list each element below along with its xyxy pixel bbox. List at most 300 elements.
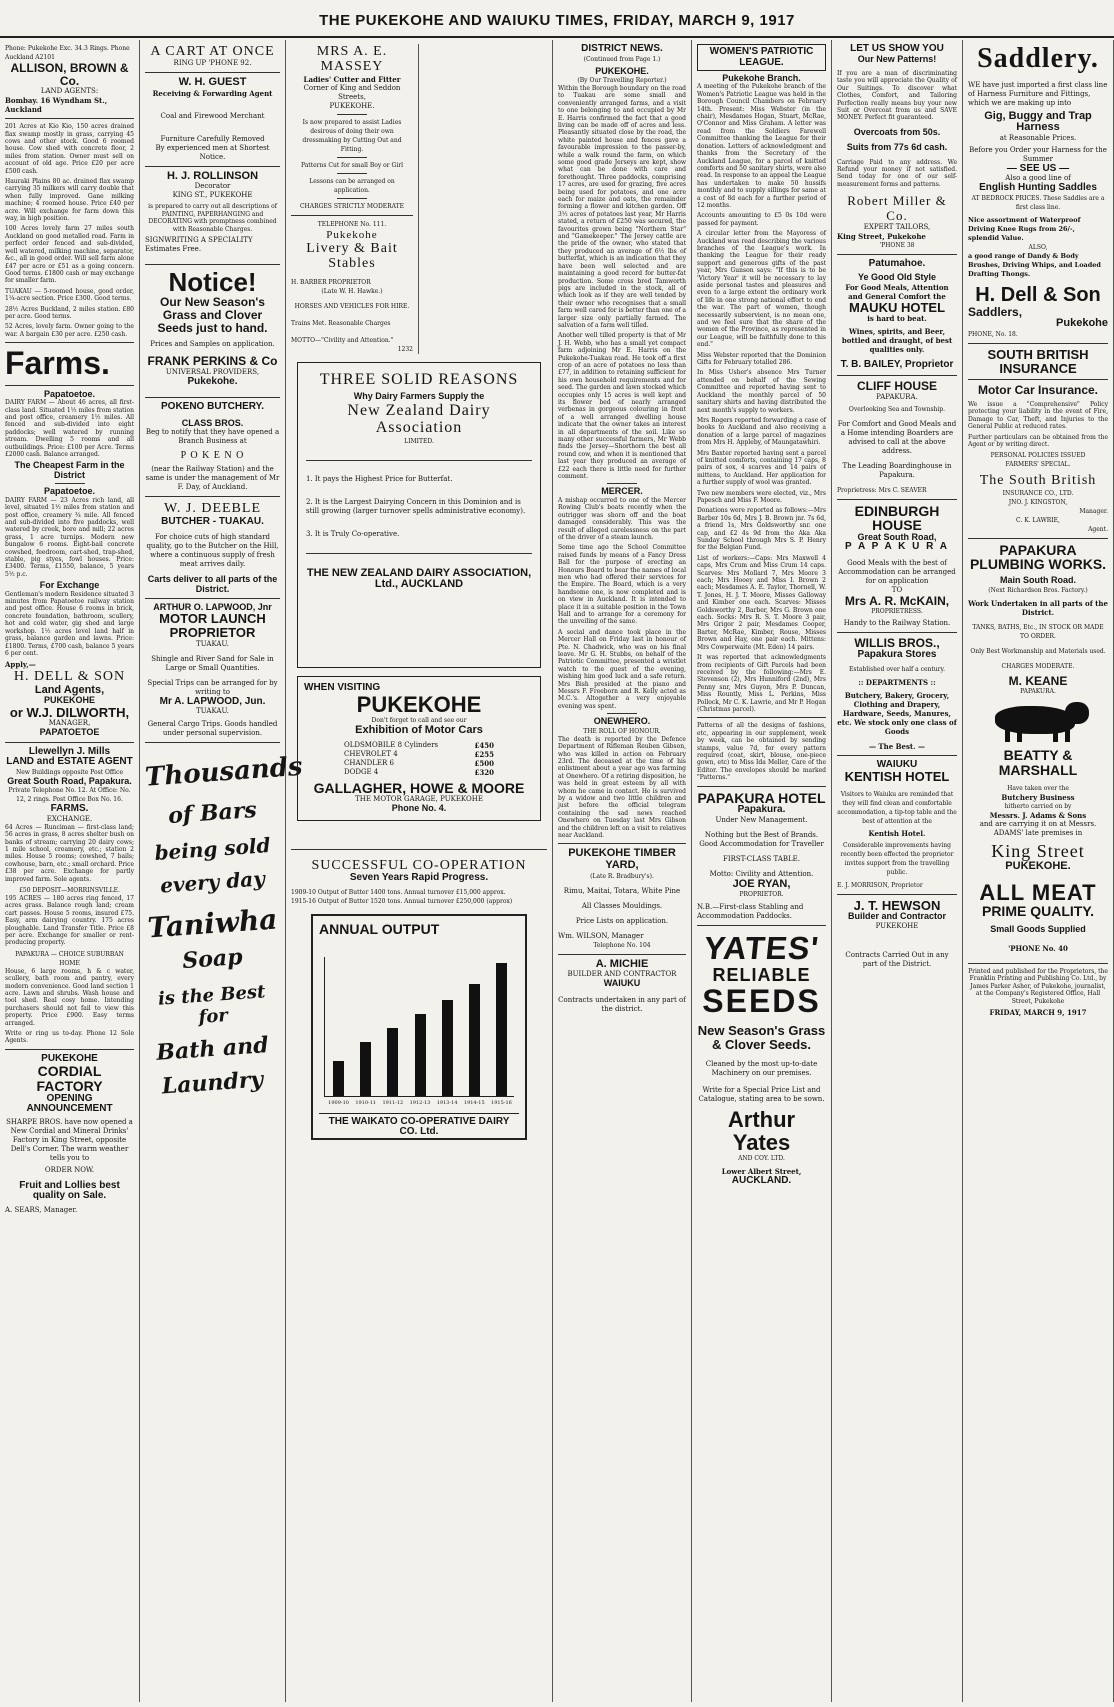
- when-visiting: WHEN VISITING: [304, 681, 381, 693]
- phone-line: RING UP 'PHONE 92.: [173, 59, 252, 68]
- listing: DAIRY FARM — About 46 acres, all first-class land. Situated 1½ miles from station and post office, creamery 1½ miles. All fenced and sub-divided into eight paddocks; well watered by running stream. Dwelling 5 rooms and all outbuildings. Price: £100 per Acre. Terms £2000 cash. Balance arranged.: [5, 399, 134, 459]
- chart-tick-label: 1911-12: [382, 1099, 404, 1106]
- butchery-body: Beg to notify that they have opened a Branch Business at: [145, 428, 280, 446]
- all-meat: ALL MEAT: [979, 879, 1097, 905]
- suits: Suits from 77s 6d cash.: [846, 142, 948, 153]
- king-street: King Street: [991, 840, 1085, 861]
- prime-quality: PRIME QUALITY.: [981, 902, 1094, 919]
- lawrie: C. K. LAWRIE,: [1016, 516, 1060, 524]
- listing: 100 Acres lovely farm 27 miles south Auckland on good metalled road. Farm in perfect order fenced and sub-divided, well watered, milking machine, separator, &c., all in good order. Will sell farm alone £47 per acre or £51 as a going concern. Good terms. £1800 cash or may exchange for smaller farm.: [5, 225, 134, 285]
- listing: 64 Acres — Runciman — first-class land; 56 acres in grass, 8 acres shelter bush on banks of stream; carrying 20 dairy cows; 1 mile school, creamery, etc.; station 2 miles. House 5 rooms; cowshed, 7 bails; cowhouse, barn, etc.; small orchard. Price £38 per acre. Exchange for partly improved farm. Sole agents.: [5, 823, 134, 883]
- rollinson-body: is prepared to carry out all descriptions of PAINTING, PAPERHANGING and DECORATING with promptness combined with Reasonable Charges.: [148, 203, 277, 233]
- management: Under New Management.: [715, 815, 808, 824]
- imprint-date: FRIDAY, MARCH 9, 1917: [989, 1008, 1087, 1018]
- car-row: [344, 750, 494, 759]
- deeble-trade: BUTCHER - TUAKAU.: [161, 515, 264, 527]
- michie-name: A. MICHIE: [595, 957, 649, 970]
- chart-bar: [442, 1000, 453, 1095]
- write-note: Write or ring us to-day. Phone 12 Sole Agents.: [5, 1030, 134, 1045]
- handy-note: Handy to the Railway Station.: [843, 619, 951, 628]
- league-paragraph: List of workers:—Caps: Mrs Maxwell 4 caps, Mrs Crum and Miss Crum 14 caps. Scarves: Mrs Mollard 7, Mrs Moore 3 each; Mrs Hooey and Miss I. Brown 2 each; Mesdames A. E. Taylor, Thornell, W. T. Jones, H. J. T. Moore, Misses Galloway and Kimber one each. Scarves: Misses Goldsworthy 2, Barber, Mrs G. Brown one each. Socks: Mrs R. S. T. Moore 3 pair, Mrs Grigor 2 pair, Mesdames Cooper, Barter, McRae, Kimber, Rouse, Misses Brown and Hay, one pair each. Mittens: Mrs Cowperwaite (Mt. Eden) 14 pairs.: [697, 554, 826, 651]
- phone: 'PHONE No. 40: [1008, 944, 1068, 954]
- the-south-british: The South British: [979, 473, 1097, 489]
- morrison-proprietor: E. J. MORRISON, Proprietor: [837, 881, 923, 889]
- hitherto: hitherto carried on by: [1004, 802, 1072, 810]
- chart-bar: [415, 1014, 426, 1095]
- section-heading: PUKEKOHE.: [595, 65, 649, 76]
- taniwha-soap-ad: [144, 751, 304, 1100]
- car-row: [344, 768, 494, 777]
- rollinson-trade: Decorator: [194, 182, 231, 191]
- established: Established over half a century.: [848, 665, 946, 673]
- imprint: Printed and published for the Proprietors, the Franklin Printing and Publishing Co. Ltd., by James Parker Asher, of Pukekohe, journalist, at the Company's Registered Office, Hall Street, Pukekohe: [968, 968, 1108, 1005]
- butchery-heading: POKENO BUTCHERY.: [161, 401, 264, 413]
- place: Patumahoe.: [868, 257, 926, 269]
- guest-name: W. H. GUEST: [178, 76, 247, 89]
- massey-name: MRS A. E. MASSEY: [316, 44, 388, 75]
- successful-cooperation: SUCCESSFUL CO-OPERATION: [311, 857, 527, 873]
- association-name: THE NEW ZEALAND DAIRY ASSOCIATION, Ltd., AUCKLAND: [306, 566, 532, 591]
- script-line: Bath and: [155, 1032, 270, 1067]
- yates-word: YATES': [702, 930, 821, 967]
- tailor-body: If you are a man of discriminating taste you will appreciate the Quality of Our Suitings. To discover what Clothes, Comfort, and Tailoring Perfection really means buy your new Suit or Overcoat from us and SAVE MONEY. Perfect fit guaranteed.: [837, 69, 957, 122]
- exchange-label: EXCHANGE.: [46, 814, 93, 823]
- leading-boardinghouse: The Leading Boardinghouse in Papakura.: [842, 461, 952, 479]
- timber-list: Rimu, Maitai, Totara, White Pine: [563, 886, 681, 895]
- car-price: £450: [474, 740, 494, 750]
- notice-heading: Notice!: [168, 267, 257, 298]
- subhead: For Exchange: [39, 580, 100, 591]
- wilson-manager: Wm. WILSON, Manager: [558, 931, 644, 940]
- departments-list: Butchery, Bakery, Grocery, Clothing and Drapery, Hardware, Seeds, Manures, etc. We stock only one class of Goods: [837, 690, 957, 736]
- car-row: [344, 741, 494, 750]
- hewson-note: Contracts Carried Out in any part of the District.: [845, 950, 949, 968]
- farmers-special: FARMERS' SPECIAL.: [1005, 461, 1071, 469]
- old-style: Ye Good Old Style: [857, 272, 937, 283]
- lapwood-body: Special Trips can be arranged for by writing to: [147, 678, 278, 696]
- cliff-house: CLIFF HOUSE: [857, 378, 937, 393]
- place: PUKEKOHE.: [329, 101, 375, 110]
- massey-body: Is now prepared to assist Ladies desirous of doing their own dressmaking by Cutting Out and Fitting.: [302, 118, 402, 153]
- land-agents-label: LAND AGENTS:: [40, 87, 99, 96]
- place: PAPAKURA.: [876, 392, 918, 401]
- deposit-heading: £50 DEPOSIT—MORRINSVILLE.: [19, 886, 120, 894]
- and-coy: AND COY. LTD.: [738, 1154, 785, 1162]
- guest-trade: Furniture Carefully Removed: [160, 134, 265, 143]
- league-paragraph: Mrs Baxter reported having sent a parcel of knitted comforts, containing 17 caps, 8 pairs of sox, 4 scarves and 14 pairs of mittens, to Auckland. Her application for a further supply of wool was granted.: [697, 449, 826, 487]
- place: PUKEKOHE: [875, 921, 919, 930]
- let-us-show: LET US SHOW YOU: [850, 43, 944, 54]
- horses-hire: HORSES AND VEHICLES FOR HIRE.: [294, 302, 410, 310]
- guest-trade: Coal and Firewood Merchant: [160, 111, 265, 120]
- telephone: TELEPHONE No. 111.: [317, 220, 387, 228]
- harness: Gig, Buggy and Trap Harness: [984, 109, 1092, 134]
- saddlers: Saddlers,: [968, 304, 1023, 319]
- masthead: THE PUKEKOHE AND WAIUKU TIMES, FRIDAY, MARCH 9, 1917: [0, 0, 1114, 38]
- yates-body: Cleaned by the most up-to-date Machinery on our premises.: [705, 1059, 818, 1077]
- trains-met: Trains Met. Reasonable Charges: [291, 319, 391, 327]
- plumbing-works: PAPAKURA PLUMBING WORKS.: [969, 541, 1107, 573]
- cordial-body: SHARPE BROS. have now opened a New Cordial and Mineral Drinks' Factory in King Street, opposite Dell's Corner. The warm weather tells you to: [6, 1117, 133, 1162]
- small-goods: Small Goods Supplied: [990, 923, 1086, 934]
- michie-trade: BUILDER AND CONTRACTOR: [567, 970, 677, 979]
- listing: DAIRY FARM — 23 Acres rich land, all level, situated 1½ miles from station and post office, creamery ¾ mile. All fenced and sub-divided into five paddocks, well watered by creek, bore and mill; 22 acres grass, 1 acre turnips. Modern new bungalow 6 rooms. Eight-bail concrete cowshed, feedroom, cart-shed, trap-shed, stable, pig styes, fowl houses. Price: £3400. Terms, £1550, balance, 5 years 5½ p.c.: [5, 496, 134, 578]
- keane-name: M. KEANE: [1008, 673, 1068, 688]
- kentish-body: Visitors to Waiuku are reminded that they will find clean and comfortable accommodation, a tip-top table and the best of attention at the: [837, 790, 957, 825]
- place: PUKEKOHE: [43, 695, 95, 706]
- prices-note: Prices and Samples on application.: [150, 340, 275, 349]
- dell-son-name: H. DELL & SON: [13, 669, 126, 685]
- new-patterns: Our New Patterns!: [857, 53, 937, 64]
- league-paragraph: Accounts amounting to £5 0s 10d were passed for payment.: [697, 212, 826, 227]
- signwriting: SIGNWRITING A SPECIALITY: [145, 236, 253, 245]
- michie-note: Contracts undertaken in any part of the district.: [558, 996, 686, 1014]
- guest-trade: Receiving & Forwarding Agent: [152, 88, 273, 98]
- script-line: every day: [159, 866, 266, 899]
- workmanship: Only Best Workmanship and Materials used.: [970, 647, 1106, 655]
- manager-label: MANAGER,: [48, 719, 91, 728]
- chart-tick-label: 1912-13: [409, 1099, 431, 1106]
- adams: Messrs. J. Adams & Sons: [989, 810, 1087, 820]
- cart-heading: A CART AT ONCE: [150, 44, 275, 59]
- seeds-line: Seeds just to hand.: [157, 320, 268, 335]
- car-row: [344, 759, 494, 768]
- rollinson-name: H. J. ROLLINSON: [166, 169, 259, 182]
- place: Papakura.: [737, 804, 786, 816]
- arthur-yates: Arthur Yates: [727, 1106, 796, 1155]
- massey-body: Lessons can be arranged on application.: [309, 177, 395, 194]
- place: Pukekohe.: [187, 375, 238, 387]
- tailor-address: King Street, Pukekohe: [837, 231, 926, 241]
- firm-address: Bombay. 16 Wyndham St., Auckland: [5, 96, 108, 115]
- script-line: being sold: [153, 833, 272, 866]
- section-heading: ONEWHERO.: [593, 716, 651, 727]
- news-paragraph: Some time ago the School Committee raised funds by means of a Fancy Dress Ball for the purpose of erecting an Honours Board to bear the names of local men who had offered their services for the Empire. The Board, which is a very handsome one, is now completed and is on view in Auckland. It is intended to place it in a suitable position in the Town Hall and to arrange for a ceremony for the unveiling of the same.: [558, 544, 686, 626]
- first-class-table: FIRST-CLASS TABLE.: [722, 854, 801, 863]
- column-5: [692, 40, 832, 1702]
- place: PUKEKOHE.: [1005, 860, 1071, 873]
- kentish-name: Kentish Hotel.: [868, 828, 926, 838]
- stabling-note: N.B.—First-class Stabling and Accommodation Paddocks.: [697, 903, 804, 921]
- joe-ryan: JOE RYAN,: [732, 877, 791, 890]
- chart-bar: [496, 963, 507, 1096]
- lapwood-body: General Cargo Trips. Goods handled under personal supervision.: [147, 720, 278, 738]
- papakura-stores: Papakura Stores: [857, 649, 937, 661]
- script-line: Taniwha: [146, 902, 279, 945]
- taken-over: Have taken over the: [1007, 784, 1069, 792]
- departments: :: DEPARTMENTS ::: [858, 677, 936, 687]
- kentish-body: Considerable improvements having recently been effected the proprietor invites support from the travelling public.: [840, 841, 954, 876]
- charges: CHARGES MODERATE.: [1001, 662, 1075, 670]
- before-order: Before you Order your Harness for the Summer: [969, 145, 1107, 163]
- estimates: Estimates Free.: [145, 245, 202, 254]
- place: P A P A K U R A: [845, 541, 949, 553]
- place: WAIUKU: [603, 978, 641, 989]
- dilworth-name: or W.J. DILWORTH,: [9, 704, 130, 720]
- listing: 28½ Acres Buckland, 2 miles station. £80 per acre. Good terms.: [5, 305, 134, 320]
- chart-tick-label: 1909-10: [328, 1099, 349, 1106]
- rugs: Nice assortment of Waterproof Driving Knee Rugs from 26/-, splendid Value.: [968, 215, 1081, 242]
- chart-bar: [360, 1042, 371, 1095]
- subhead: PAPAKURA — CHOICE SUBURBAN HOME: [15, 950, 124, 967]
- bedrock: AT BEDROCK PRICES. These Saddles are a first class line.: [971, 194, 1105, 211]
- personal-policies: PERSONAL POLICIES ISSUED: [990, 452, 1086, 460]
- car-name: OLDSMOBILE 8 Cylinders: [344, 740, 439, 749]
- patterns-note: Patterns of all the designs of fashions, etc, appearing in our supplement, week by week, can be obtained by sending stamps, value 7d, for every pattern required (coat, skirt, blouse, one-piece gown, etc) to Miss Ida Meller, Care of the Editor. The envelopes should be marked "Patterns.": [697, 722, 826, 782]
- gallagher-howe-moore: GALLAGHER, HOWE & MOORE: [313, 779, 525, 796]
- wines-line: Wines, spirits, and Beer, bottled and draught, of best qualities only.: [841, 327, 953, 355]
- address: Great South Road,: [857, 531, 937, 542]
- timber-yard-heading: PUKEKOHE TIMBER YARD,: [568, 847, 676, 871]
- reasonable: at Reasonable Prices.: [999, 133, 1077, 142]
- address: Great South Road, Papakura.: [7, 775, 132, 786]
- car-price-list: [344, 741, 494, 777]
- mauku-hotel: MAUKU HOTEL: [848, 299, 946, 315]
- place: TUAKAU.: [196, 707, 229, 716]
- massey-address: Corner of King and Seddon Streets,: [303, 83, 401, 101]
- three-reasons: THREE SOLID REASONS: [319, 370, 519, 388]
- dairy-association-ad: [297, 362, 541, 668]
- hewson-name: J. T. HEWSON: [853, 897, 941, 913]
- edinburgh-house: EDINBURGH HOUSE: [854, 502, 940, 534]
- brushes: a good range of Dandy & Body Brushes, Driving Whips, and Loaded Drafting Thongs.: [968, 251, 1101, 278]
- insurance-body: We issue a "Comprehensive" Policy protecting your liability in the event of Fire, Damage to Car, Theft, and Injuries to the General Public at reduced rates.: [968, 400, 1108, 431]
- kingston: JNO. J. KINGSTON,: [1008, 498, 1068, 506]
- column-1: [0, 40, 140, 1702]
- place: AUCKLAND.: [731, 1174, 792, 1186]
- motor-car-insurance: Motor Car Insurance.: [977, 383, 1099, 398]
- chart-tick-label: 1915-16: [491, 1099, 512, 1106]
- place: PUKEKOHE: [356, 692, 482, 718]
- place: PAPAKURA.: [1020, 688, 1056, 696]
- massey-ad: [291, 44, 419, 354]
- script-line: Thousands: [144, 751, 304, 793]
- seeds-line: Our New Season's: [160, 295, 265, 310]
- telephone-info: Private Telephone No. 12. At Office: No. 12, 2 rings. Post Office Box No. 16.: [8, 787, 131, 804]
- listing: 201 Acres at Kio Kio, 150 acres drained flax swamp mostly in grass, carrying 45 cows and other stock. Good 6 roomed house. Cow shed with concrete floor, 2 miles from station. Owner must sell on account of old age. Price £20 per acre £500 cash.: [5, 123, 134, 175]
- place: PUKEKOHE: [41, 1052, 98, 1064]
- telephone: Telephone No. 104: [593, 941, 651, 949]
- chart-tick-label: 1910-11: [355, 1099, 377, 1106]
- chart-tick-label: 1913-14: [436, 1099, 458, 1106]
- robert-miller: Robert Miller & Co.: [847, 193, 947, 223]
- proprietress: Proprietress: Mrs C. SEAVER: [837, 486, 927, 494]
- price-lists: Price Lists on application.: [575, 916, 669, 925]
- output-line: 1915-16 Output of Butter 1520 tons. Annual turnover £250,000 (approx): [291, 897, 513, 905]
- lapwood-body: Shingle and River Sand for Sale in Large or Small Quantities.: [151, 654, 274, 672]
- league-paragraph: A circular letter from the Mayoress of Auckland was read describing the various branches of the League's work. In thanking the League for their ready support and generous gifts of the past year, Mrs Gunson says: "If this is to be 'Victory Year' it will be necessary to lay aside personal tastes and pleasures and even to a large extent the ordinary work of life in one strong national effort to end the war. The part of women, though necessarily subservient, is no mean one, and we feel sure that the share of the women of the Province, as represented in our League, will be faithfully done to this end.": [697, 230, 826, 349]
- listing: 195 ACRES — 180 acres ring fenced, 17 acres grass. Balance rough land; cream cart passes. House 5 rooms, insured £75. Easy, arm dairying country. 175 acres ploughable. Land Transfer Title. Price £8 per acre. Exchange for smaller or rent-producing property.: [5, 894, 134, 947]
- motor-launch: MOTOR LAUNCH PROPRIETOR: [159, 611, 266, 641]
- yates-address: Lower Albert Street,: [721, 1166, 802, 1176]
- listing: Hauraki Plains 80 ac. drained flax swamp carrying 35 milkers will carry double that when fully improved. Gane milking machine; 4 roomed house. Price £40 per acre. Will exchange for farm down this way, in high position.: [5, 178, 134, 223]
- estate-agent: LAND and ESTATE AGENT: [6, 756, 133, 768]
- opening-announcement: OPENING ANNOUNCEMENT: [26, 1092, 113, 1115]
- news-paragraph: Within the Borough boundary on the road to Tuakau are some small and conveniently arranged farms, and a visit to one belonging to and occupied by Mr E. Harris confirmed the fact that a good living can be made off of acres and less. Pleasantly situated close by the road, the white painted house and fences gave a favourable impression to the passer-by, while a walk round the farm, on which some good grade Jerseys are kept, show what can be done with care and forethought. Three paddocks, comprising 17 acres, are used for grazing, five acres being used for potatoes, and one acre each for maize and oats, the remainder forming a flower and kitchen garden. Off 3½ acres of potatoes last year, Mr Harris stated, a return of £250 was secured, the favourites grown being "Northern Star" and "Gamekeeper." The Jersey cattle are the pride of the owner, who stated that they produced an average of 6½ lbs of butterfat, which is an indication that they have been well selected and are maintaining a good record for butter-fat production. Some cross bred Tamworth pigs are included in the stock, all of which look as if they are well tended by their owner who recognises that a small farm well cared for is better than one of a larger size only partially farmed. The salvation of a farm well tilled.: [558, 84, 686, 329]
- bailey-proprietor: T. B. BAILEY, Proprietor: [840, 359, 954, 371]
- output-line: 1909-10 Output of Butter 1400 tons. Annual turnover £15,000 approx.: [291, 888, 506, 896]
- lapwood-name: ARTHUR O. LAPWOOD, Jnr: [153, 601, 272, 612]
- chart-bar: [333, 1061, 344, 1096]
- rollinson-address: KING ST., PUKEKOHE: [172, 191, 253, 200]
- exhibition: Exhibition of Motor Cars: [355, 724, 483, 737]
- seven-years: Seven Years Rapid Progress.: [349, 872, 489, 884]
- manager-label: Manager.: [1079, 507, 1108, 515]
- womens-patriotic-league: WOMEN'S PATRIOTIC LEAGUE.: [697, 44, 826, 71]
- chart-bar: [387, 1028, 398, 1095]
- reason: 1. It pays the Highest Price for Butterfat.: [306, 474, 453, 483]
- carriage-note: Carriage Paid to any address. We Refund your money if not satisfied. Send today for one of our self-measurement forms and patterns.: [837, 158, 957, 188]
- yates-logo: [697, 932, 826, 1018]
- willis-bros: WILLIS BROS.,: [854, 636, 940, 651]
- deeble-note: Carts deliver to all parts of the District.: [147, 574, 278, 594]
- guest-note: By experienced men at Shortest Notice.: [155, 143, 270, 161]
- farms-heading: Farms.: [5, 345, 110, 382]
- hotel-motto: Motto: Civility and Attention.: [709, 869, 814, 878]
- seeds-word: SEEDS: [702, 982, 821, 1019]
- news-paragraph: The death is reported by the Defence Department of Rifleman Reuben Gibson, who was killed in action on February 23rd. The deceased at the time of his enlistment about a year ago was farming at Onewhero. Of a retiring disposition, he was held in great esteem by all with whom he came in contact. He is survived by a widow and two little children and just before the official telegram containing the sad news reached Onewhero on Tuesday last Mrs Gibson and the children left on a visit to relatives near Auckland.: [558, 735, 686, 839]
- hunting-saddles: English Hunting Saddles: [979, 182, 1097, 194]
- deeble-body: For choice cuts of high standard quality, go to the Butcher on the Hill, where a continuous supply of fresh meat arrives daily.: [146, 533, 279, 569]
- cordial-factory: CORDIAL FACTORY: [36, 1063, 103, 1095]
- script-line: is the Best for: [157, 981, 267, 1028]
- motto: MOTTO—"Civility and Attention.": [291, 336, 394, 344]
- class-bros: CLASS BROS.: [181, 417, 244, 428]
- reason: 2. It is the Largest Dairying Concern in this Dominion and is still growing (larger turnover spells administrative economy).: [306, 497, 526, 515]
- phone-info: Phone: Pukekohe Exc. 34.3 Rings. Phone Auckland A2101: [5, 45, 130, 61]
- car-price: £255: [474, 749, 494, 759]
- seeds-line: Grass and Clover: [162, 308, 263, 322]
- dont-forget: Don't forget to call and see our: [371, 717, 467, 725]
- expert-tailors: EXPERT TAILORS,: [863, 222, 931, 231]
- order-now: ORDER NOW.: [44, 1165, 95, 1174]
- chart-bar: [469, 984, 480, 1096]
- garage-address: THE MOTOR GARAGE, PUKEKOHE: [355, 795, 483, 804]
- papakura-hotel: PAPAKURA HOTEL: [697, 789, 826, 806]
- motor-garage-ad: [297, 676, 541, 821]
- proprietress-label: PROPRIETRESS.: [871, 608, 923, 616]
- to-label: TO: [891, 585, 903, 594]
- perkins-trade: UNIVERSAL PROVIDERS,: [165, 367, 260, 376]
- address: New Buildings opposite Post Office: [16, 768, 123, 776]
- column-4: [553, 40, 692, 1702]
- dell-son: H. Dell & Son: [975, 283, 1101, 306]
- place: PAPATOETOE: [39, 727, 100, 738]
- district-news-heading: DISTRICT NEWS.: [581, 43, 663, 54]
- continued-note: (Continued from Page 1.): [583, 55, 661, 63]
- apply-label: Apply,—: [5, 660, 36, 670]
- car-price: £320: [474, 767, 494, 777]
- signature: A. SEARS, Manager.: [5, 1205, 78, 1214]
- car-price: £500: [474, 758, 494, 768]
- news-paragraph: A mishap occurred to one of the Mercer Rowing Club's boats recently when the outrigger was shorn off and the boat damaged considerably. This was the result of alleged carelessness on the part of the driver of a steam launch.: [558, 496, 686, 541]
- garage-phone: Phone No. 4.: [391, 803, 447, 814]
- saddlery-heading: Saddlery.: [977, 43, 1099, 74]
- column-7: [963, 40, 1114, 1702]
- phone: 'PHONE 38: [879, 241, 915, 249]
- league-paragraph: Two new members were elected, viz., Mrs Papesch and Miss F. Moore.: [697, 489, 826, 504]
- script-line: Soap: [181, 943, 244, 974]
- butchery-body: (near the Railway Station) and the same is under the management of Mr F. Day, of Auckland.: [145, 465, 280, 492]
- chart-tick-label: 1914-15: [463, 1099, 485, 1106]
- news-paragraph: A social and dance took place in the Mercer Hall on Friday last in honour of Pte. N. Chadwick, who was on his final leave. Mr G. H. Stubbs, on behalf of the Patriotic Committee, presented a wristlet watch to the guest of the evening, wishing him good luck and a safe return. Mrs Bish presided at the piano and Messrs F. Freeborn and R. Kelly acted as M.C.'s. Altogether a very enjoyable evening was spent.: [558, 628, 686, 710]
- hewson-trade: Builder and Contractor: [847, 911, 946, 922]
- script-line: Laundry: [160, 1066, 264, 1100]
- place: Pukekohe: [326, 228, 378, 241]
- league-paragraph: In Miss Usher's absence Mrs Turner attended on behalf of the Sewing Committee and reported having sent to Auckland the monthly parcel of 50 sanitary shirts and having distributed the next month's supply to workers.: [697, 369, 826, 414]
- mouldings: All Classes Mouldings.: [581, 901, 663, 910]
- firm-name: ALLISON, BROWN & Co.: [10, 61, 129, 88]
- annual-output-chart-box: [311, 914, 527, 1140]
- agent-label: Agent.: [1088, 525, 1108, 533]
- yates-body: Write for a Special Price List and Catalogue, stating area to be sown.: [698, 1085, 825, 1103]
- mckain-name: Mrs A. R. McKAIN,: [844, 593, 950, 608]
- car-name: DODGE 4: [344, 767, 379, 776]
- byline: (By Our Travelling Reporter.): [577, 76, 667, 84]
- subhead: Papatoetoe.: [43, 486, 95, 497]
- address: Main South Road.: [1000, 575, 1076, 586]
- listing: Gentleman's modern Residence situated 3 minutes from Papatoetoe railway station and post office. House 6 rooms in brick, concrete foundation, bathroom, scullery, hot and cold water, gig shed and large workshop. 1½ acres level land half in grass, balance garden and lawns. Price: £1800. Terms, £700 cash, balance 5 years 6 per cent.: [5, 590, 134, 657]
- place: Pukekohe: [1056, 317, 1108, 330]
- roll-of-honour: THE ROLL OF HONOUR.: [583, 727, 661, 735]
- farms-label: FARMS.: [50, 803, 89, 815]
- saddlery-body: WE have just imported a first class line of Harness Furniture and Fittings, which we are making up into: [968, 80, 1108, 107]
- barber-proprietor: H. BARBER PROPRIETOR: [291, 278, 371, 286]
- beatty-marshall: BEATTY & MARSHALL: [998, 747, 1078, 778]
- perkins-name: FRANK PERKINS & Co: [147, 354, 278, 369]
- tanks: TANKS, BATHS, Etc., IN STOCK OR MADE TO ORDER.: [972, 623, 1104, 640]
- bar-chart: [324, 957, 514, 1106]
- chart-title: ANNUAL OUTPUT: [319, 920, 440, 937]
- land-agents: Land Agents,: [34, 683, 105, 696]
- the-best: — The Best. —: [868, 741, 926, 751]
- hotel-body: Nothing but the Best of Brands. Good Accommodation for Traveller: [699, 830, 824, 848]
- car-name: CHEVROLET 4: [344, 749, 398, 758]
- subhead: Papatoetoe.: [43, 388, 95, 399]
- cliff-body: For Comfort and Good Meals and a Home intending Boarders are advised to call at the above address.: [837, 419, 957, 455]
- also-line: Also a good line of: [1005, 174, 1071, 183]
- league-paragraph: A meeting of the Pukekohe branch of the Women's Patriotic League was held in the Borough Council Chambers on February 14th. Present: Miss Webster (in the chair), Mesdames Hogan, Stuart, McRae, O'Connor and Miss Graham. A letter was read from the Soldiers Farewell Committee thanking the League for their donation. Letters of acknowledgment and thanks from the Secretary of the Auckland League, for a parcel of knitted comforts and 50 sanitary shirts, were also read. In response to an appeal the League has undertaken to make 50 hussifs monthly and to supply sillings for same at a cost of 8d each for a further period of 12 months.: [697, 83, 826, 209]
- butchery-business: Butchery Business: [1001, 792, 1075, 802]
- next-to: (Next Richardson Bros. Factory.): [988, 586, 1088, 594]
- hard-to-beat: is hard to beat.: [867, 314, 927, 324]
- late-note: (Late R. Bradbury's).: [590, 872, 654, 880]
- nz-dairy-association: New Zealand Dairy Association: [347, 401, 491, 437]
- chart-footer: THE WAIKATO CO-OPERATIVE DAIRY CO. Ltd.: [319, 1113, 519, 1138]
- edinburgh-body: Good Meals with the best of Accommodation can be arranged for on application: [838, 558, 956, 585]
- lapwood-name: Mr A. LAPWOOD, Jun.: [159, 695, 266, 707]
- meals-line: For Good Meals, Attention and General Comfort the: [845, 282, 949, 301]
- insurance: INSURANCE: [999, 360, 1077, 376]
- new-season: New Season's Grass & Clover Seeds.: [697, 1023, 826, 1053]
- limited: LIMITED.: [404, 437, 434, 445]
- subhead: The Cheapest Farm in the District: [14, 460, 125, 480]
- mills-name: Llewellyn J. Mills: [28, 745, 111, 757]
- massey-body: Patterns Cut for small Boy or Girl: [300, 161, 404, 169]
- deeble-name: W. J. DEEBLE: [163, 501, 262, 517]
- bull-icon: [983, 700, 1093, 744]
- place: WAIUKU: [876, 758, 918, 770]
- why-line: Why Dairy Farmers Supply the: [353, 391, 485, 402]
- league-paragraph: Miss Webster reported that the Dominion Gifts for February totalled 286.: [697, 351, 826, 367]
- league-paragraph: It was reported that acknowledgments from recipients of Gift Parcels had been received by the following:—Mrs E. Stevenson (2), Mrs Hunniford (2nd), Mrs Penny snr, Mrs Guyon, Mrs P. Duncan, Miss Rountly, Miss L. Perkins, Miss Pollock, Mr C. K. Lawrie, and Mr P. Hogan (Christmas parcel).: [697, 654, 826, 713]
- late-note: (Late W. H. Hawke.): [321, 287, 383, 295]
- listing: TUAKAU — 5-roomed house, good order, 1¼-acre section. Price £300. Good terms.: [5, 287, 134, 303]
- overlooking: Overlooking Sea and Township.: [848, 405, 946, 413]
- script-line: of Bars: [167, 797, 258, 830]
- carrying-on: and are carrying it on at Messrs. ADAMS' late premises in: [979, 819, 1097, 837]
- section-heading: MERCER.: [601, 486, 643, 497]
